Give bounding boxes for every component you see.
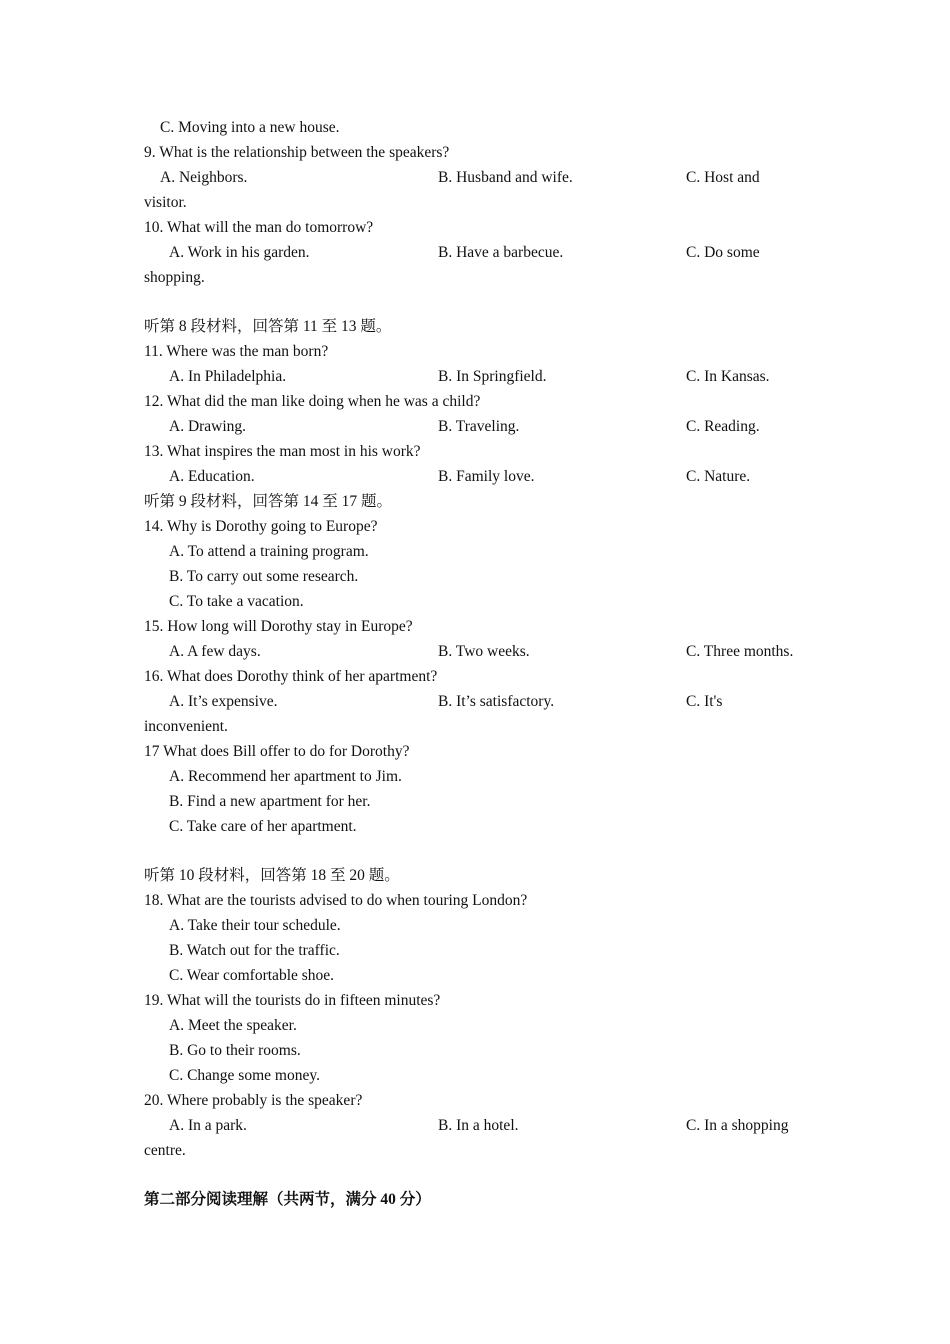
q17-option-c: C. Take care of her apartment.: [169, 818, 357, 835]
q8-option-c: C. Moving into a new house.: [160, 119, 340, 136]
q13-option-a: A. Education.: [169, 468, 255, 485]
q20-option-b: B. In a hotel.: [438, 1117, 519, 1134]
q14-question: 14. Why is Dorothy going to Europe?: [144, 518, 378, 535]
q19-question: 19. What will the tourists do in fifteen minutes?: [144, 992, 441, 1009]
q14-option-b: B. To carry out some research.: [169, 568, 359, 585]
q12-question: 12. What did the man like doing when he was a child?: [144, 393, 481, 410]
q9-option-c: C. Host and: [686, 169, 760, 186]
q16-option-c: C. It's: [686, 693, 723, 710]
q9-option-b: B. Husband and wife.: [438, 169, 573, 186]
q19-option-c: C. Change some money.: [169, 1067, 320, 1084]
q12-option-c: C. Reading.: [686, 418, 760, 435]
q19-option-a: A. Meet the speaker.: [169, 1017, 297, 1034]
q20-option-c: C. In a shopping: [686, 1117, 789, 1134]
q11-option-b: B. In Springfield.: [438, 368, 547, 385]
q11-option-c: C. In Kansas.: [686, 368, 770, 385]
q16-option-a: A. It’s expensive.: [169, 693, 278, 710]
q10-option-c-continued: shopping.: [144, 269, 205, 286]
q15-question: 15. How long will Dorothy stay in Europe?: [144, 618, 413, 635]
q9-option-c-continued: visitor.: [144, 194, 187, 211]
section-8-instruction: 听第 8 段材料，回答第 11 至 13 题。: [144, 318, 392, 335]
section-9-instruction: 听第 9 段材料，回答第 14 至 17 题。: [144, 493, 393, 510]
q16-option-b: B. It’s satisfactory.: [438, 693, 555, 710]
q17-option-a: A. Recommend her apartment to Jim.: [169, 768, 402, 785]
q10-option-c: C. Do some: [686, 244, 760, 261]
q15-option-a: A. A few days.: [169, 643, 261, 660]
q13-question: 13. What inspires the man most in his work?: [144, 443, 421, 460]
q17-option-b: B. Find a new apartment for her.: [169, 793, 371, 810]
part-2-heading: 第二部分阅读理解（共两节，满分 40 分）: [144, 1191, 431, 1208]
q9-option-a: A. Neighbors.: [160, 169, 248, 186]
q17-question: 17 What does Bill offer to do for Dorothy?: [144, 743, 410, 760]
q12-option-a: A. Drawing.: [169, 418, 247, 435]
q10-option-b: B. Have a barbecue.: [438, 244, 564, 261]
q20-option-a: A. In a park.: [169, 1117, 247, 1134]
q19-option-b: B. Go to their rooms.: [169, 1042, 301, 1059]
q18-option-a: A. Take their tour schedule.: [169, 917, 341, 934]
q12-option-b: B. Traveling.: [438, 418, 520, 435]
q18-option-c: C. Wear comfortable shoe.: [169, 967, 335, 984]
q10-question: 10. What will the man do tomorrow?: [144, 219, 374, 236]
q10-option-a: A. Work in his garden.: [169, 244, 310, 261]
q11-question: 11. Where was the man born?: [144, 343, 329, 360]
q13-option-c: C. Nature.: [686, 468, 751, 485]
q18-option-b: B. Watch out for the traffic.: [169, 942, 340, 959]
section-10-instruction: 听第 10 段材料，回答第 18 至 20 题。: [144, 867, 400, 884]
q20-option-c-continued: centre.: [144, 1142, 186, 1159]
q11-option-a: A. In Philadelphia.: [169, 368, 287, 385]
q14-option-c: C. To take a vacation.: [169, 593, 304, 610]
q16-question: 16. What does Dorothy think of her apartment?: [144, 668, 438, 685]
q16-option-c-continued: inconvenient.: [144, 718, 228, 735]
q18-question: 18. What are the tourists advised to do when touring London?: [144, 892, 528, 909]
q13-option-b: B. Family love.: [438, 468, 535, 485]
q14-option-a: A. To attend a training program.: [169, 543, 369, 560]
q15-option-c: C. Three months.: [686, 643, 794, 660]
q15-option-b: B. Two weeks.: [438, 643, 530, 660]
q20-question: 20. Where probably is the speaker?: [144, 1092, 363, 1109]
q9-question: 9. What is the relationship between the speakers?: [144, 144, 450, 161]
